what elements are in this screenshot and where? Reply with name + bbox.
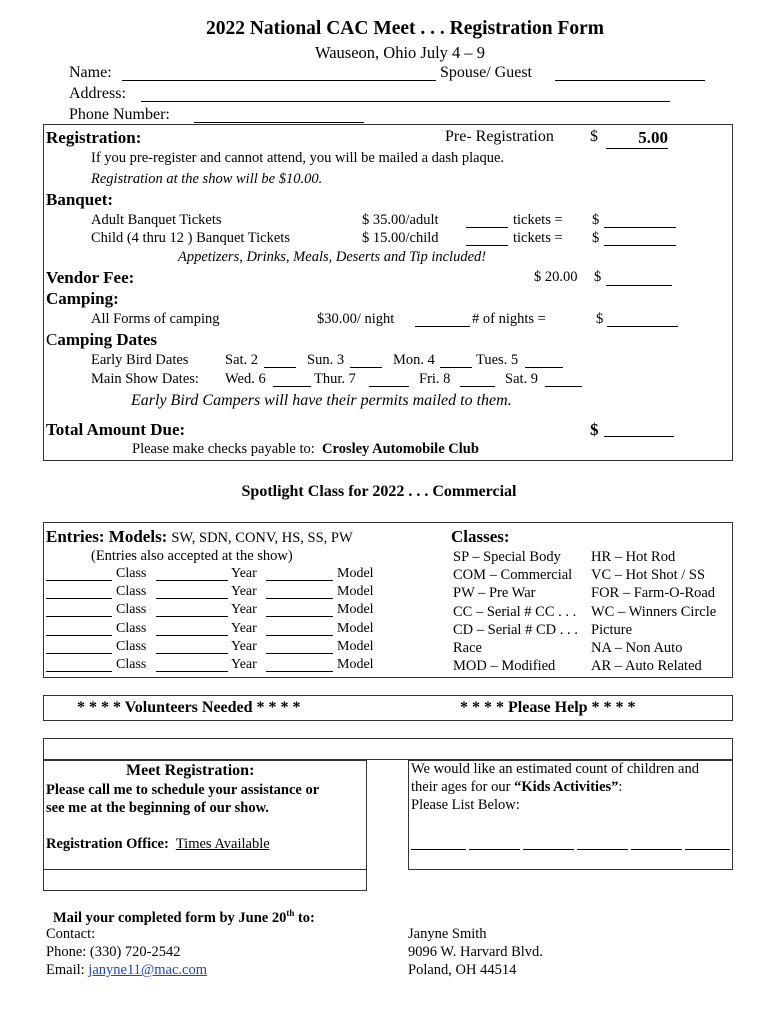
registration-note: If you pre-register and cannot attend, you will be mailed a dash plaque. [91,150,505,166]
class-item: VC – Hot Shot / SS [591,567,706,584]
contact-name: Janyne Smith [408,926,487,942]
classes-heading: Classes: [451,527,510,546]
early-date-mon: Mon. 4 [393,352,435,368]
main-date-fri: Fri. 8 [419,371,451,387]
class-item: CD – Serial # CD . . . [453,621,578,638]
class-item: SP – Special Body [453,549,561,565]
pre-registration-amount: 5.00 [606,128,668,149]
entry-class-field[interactable] [156,635,228,636]
camping-nights-label: # of nights = [472,311,546,327]
phone-field[interactable] [194,122,364,123]
kids-entry-field[interactable] [523,849,574,850]
checks-payable: Please make checks payable to: Crosley Automobile Club [132,441,479,457]
main-date-thur-field[interactable] [369,386,409,387]
year-label: Year [231,638,257,654]
vendor-dollar: $ [594,269,602,285]
kids-line-1: We would like an estimated count of children and [411,761,699,777]
adult-ticket-qty-field[interactable] [466,227,508,228]
meet-registration-heading: Meet Registration: [126,762,255,779]
spouse-field[interactable] [555,80,705,81]
main-date-fri-field[interactable] [460,386,495,387]
year-label: Year [231,602,257,618]
total-label: Total Amount Due: [46,420,186,439]
entries-accepted-note: (Entries also accepted at the show) [91,548,293,564]
adult-tickets-equals: tickets = [513,212,563,228]
child-ticket-price: $ 15.00/child [362,230,439,246]
vendor-heading: Vendor Fee: [46,268,135,287]
entry-number-field[interactable] [46,635,112,636]
registration-show-note: Registration at the show will be $10.00. [91,171,323,187]
entry-year-field[interactable] [266,635,333,636]
early-bird-note: Early Bird Campers will have their permits mailed to them. [131,392,512,409]
spotlight-title: Spotlight Class for 2022 . . . Commercial [241,483,517,500]
class-item: HR – Hot Rod [591,549,676,565]
entry-row [0,621,440,639]
entry-class-field[interactable] [156,616,228,617]
camping-price: $30.00/ night [317,311,395,327]
main-date-sat-field[interactable] [545,386,582,387]
child-tickets-equals: tickets = [513,230,563,246]
camping-nights-field[interactable] [415,326,470,327]
classes-left-list [453,548,578,675]
entry-class-field[interactable] [156,671,228,672]
early-date-sat: Sat. 2 [225,352,259,368]
class-item: FOR – Farm-O-Road [591,585,716,602]
kids-entry-field[interactable] [685,849,730,850]
class-item: PW – Pre War [453,585,536,602]
entry-year-field[interactable] [266,580,333,581]
entry-number-field[interactable] [46,598,112,599]
entry-number-field[interactable] [46,616,112,617]
contact-label: Contact: [46,926,96,942]
class-item: CC – Serial # CC . . . [453,603,577,620]
year-label: Year [231,584,257,600]
child-ticket-qty-field[interactable] [466,245,508,246]
entry-class-field[interactable] [156,598,228,599]
entries-heading: Entries: Models: SW, SDN, CONV, HS, SS, PW [46,527,353,546]
entry-row [0,602,440,620]
entry-year-field[interactable] [266,653,333,654]
adult-total-field[interactable] [604,227,676,228]
child-total-field[interactable] [604,245,676,246]
camping-dollar: $ [596,311,604,327]
early-date-sat-field[interactable] [264,367,296,368]
contact-phone: Phone: (330) 720-2542 [46,944,181,960]
camping-dates-heading: Camping Dates [46,330,157,349]
child-ticket-label: Child (4 thru 12 ) Banquet Tickets [91,230,290,246]
main-date-wed: Wed. 6 [225,371,266,387]
vendor-total-field[interactable] [606,285,672,286]
adult-ticket-price: $ 35.00/adult [362,212,439,228]
main-show-label: Main Show Dates: [91,371,199,387]
total-dollar: $ [590,420,599,439]
class-label: Class [116,620,147,636]
early-date-tues: Tues. 5 [476,352,519,368]
entry-row [0,584,440,602]
year-label: Year [231,566,257,581]
main-date-sat: Sat. 9 [505,371,539,387]
classes-right-list [591,548,716,675]
pre-registration-label: Pre- Registration [445,128,554,145]
model-label: Model [337,584,374,600]
name-label: Name: [69,64,112,81]
banquet-heading: Banquet: [46,190,114,209]
contact-email: Email: janyne11@mac.com [46,962,208,978]
adult-dollar: $ [592,212,600,228]
adult-ticket-label: Adult Banquet Tickets [91,212,222,228]
class-item: COM – Commercial [453,567,573,584]
kids-entry-field[interactable] [577,849,628,850]
registration-heading: Registration: [46,128,142,147]
class-label: Class [116,602,147,618]
entry-row [0,657,440,675]
entry-number-field[interactable] [46,671,112,672]
child-dollar: $ [592,230,600,246]
class-item: AR – Auto Related [591,658,702,675]
entry-row [0,639,440,657]
entry-year-field[interactable] [266,616,333,617]
early-date-mon-field[interactable] [440,367,472,368]
early-date-sun-field[interactable] [350,367,382,368]
class-item: WC – Winners Circle [591,603,717,620]
class-label: Class [116,566,147,581]
name-field[interactable] [122,80,436,81]
early-date-tues-field[interactable] [525,367,563,368]
class-item: Race [453,640,482,657]
model-label: Model [337,566,374,581]
vendor-amount: $ 20.00 [534,269,578,285]
main-date-wed-field[interactable] [273,386,311,387]
registration-office: Registration Office: Times Available [46,836,270,852]
meet-line-1: Please call me to schedule your assistance or [46,782,320,798]
form-subtitle: Wauseon, Ohio July 4 – 9 [314,43,486,62]
lower-header-bar [43,738,733,760]
phone-label: Phone Number: [69,106,170,123]
class-item: Picture [591,621,633,638]
total-amount-field[interactable] [604,436,674,437]
camping-heading: Camping: [46,289,119,308]
address-label: Address: [69,85,126,102]
banquet-note: Appetizers, Drinks, Meals, Deserts and Tip included! [178,249,487,265]
times-available-link[interactable]: Times Available [175,836,270,852]
pre-registration-dollar: $ [590,128,598,145]
model-label: Model [337,657,374,672]
contact-street: 9096 W. Harvard Blvd. [408,944,543,960]
address-field[interactable] [141,101,670,102]
entry-number-field[interactable] [46,653,112,654]
contact-city: Poland, OH 44514 [408,962,517,978]
email-link[interactable]: janyne11@mac.com [88,962,208,978]
kids-entry-field[interactable] [469,849,520,850]
mail-heading: Mail your completed form by June 20th to: [53,908,315,926]
spouse-label: Spouse/ Guest [440,64,532,81]
meet-line-2: see me at the beginning of our show. [46,800,269,816]
class-item: MOD – Modified [453,658,556,675]
main-date-thur: Thur. 7 [314,371,356,387]
meet-divider [44,869,366,870]
volunteers-needed: * * * * Volunteers Needed * * * * [77,699,301,716]
kids-entry-field[interactable] [631,849,682,850]
class-item: NA – Non Auto [591,640,683,657]
model-label: Model [337,620,374,636]
please-help: * * * * Please Help * * * * [460,699,636,716]
early-bird-label: Early Bird Dates [91,352,189,368]
class-label: Class [116,657,147,672]
entry-number-field[interactable] [46,580,112,581]
entry-class-field[interactable] [156,580,228,581]
year-label: Year [231,657,257,672]
kids-line-2: their ages for our “Kids Activities”: [411,779,623,795]
kids-line-3: Please List Below: [411,797,520,813]
camping-forms-label: All Forms of camping [91,311,220,327]
kids-entry-field[interactable] [411,849,466,850]
form-title: 2022 National CAC Meet . . . Registration Form [205,18,605,39]
entry-year-field[interactable] [266,671,333,672]
class-label: Class [116,584,147,600]
year-label: Year [231,620,257,636]
entry-year-field[interactable] [266,598,333,599]
entry-class-field[interactable] [156,653,228,654]
early-date-sun: Sun. 3 [307,352,345,368]
model-label: Model [337,602,374,618]
class-label: Class [116,638,147,654]
model-label: Model [337,638,374,654]
entry-row [0,566,440,584]
camping-total-field[interactable] [607,326,678,327]
